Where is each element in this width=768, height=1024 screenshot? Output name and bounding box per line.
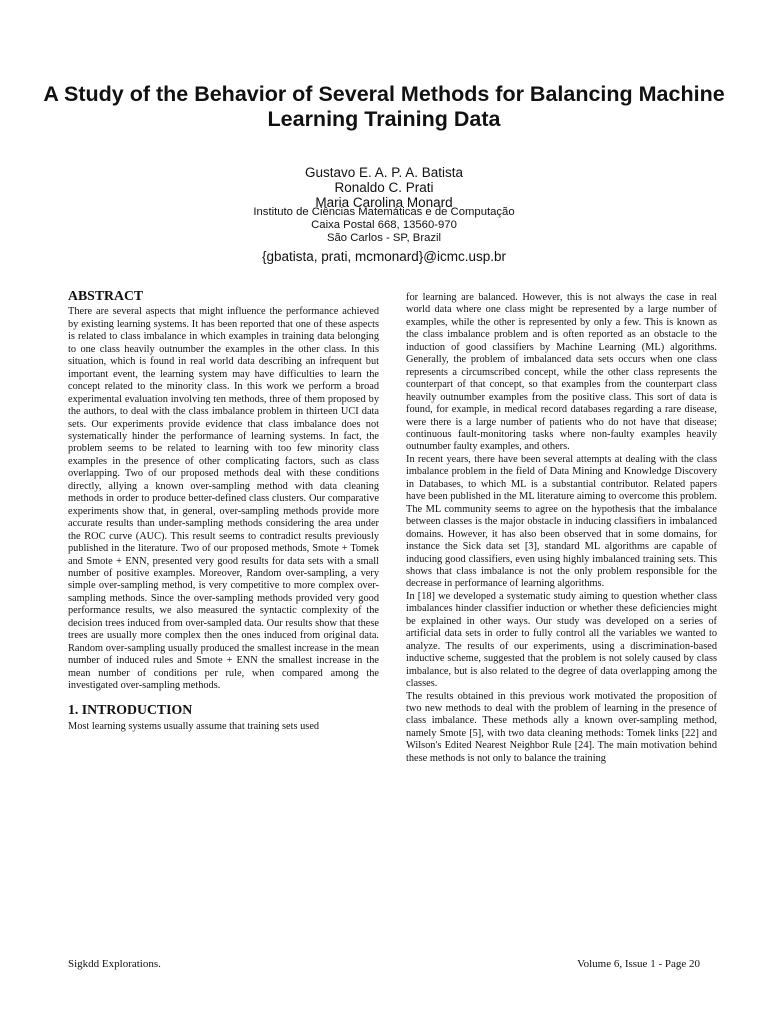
body-paragraph: The results obtained in this previous work motivated the proposition of two new methods to deal with the problem of learning in the presence of class imbalance. These methods ally a known over-sampling method, namely Smote [5], with two data cleaning methods: Tomek links [22] and Wilson's Edited Nearest Neighbor Rule [24]. The main motivation behind these methods is not only to balance the training — [406, 690, 717, 764]
author-emails: {gbatista, prati, mcmonard}@icmc.usp.br — [261, 249, 507, 264]
body-paragraph: for learning are balanced. However, this is not always the case in real world data where one class might be represented by a large number of examples, while the other is represented by only a few. This is known as the class imbalance problem and is often reported as an obstacle to the induction of good classifiers by Machine Learning (ML) algorithms. Generally, the problem of imbalanced data sets occurs when one class represents a circumscribed concept, while the other class represents the counterpart of that concept, so that examples from the counterpart class heavily outnumber examples from the positive class. This sort of data is found, for example, in medical record databases regarding a rare disease, were there is a large number of patients who do not have that disease; continuous fault-monitoring tasks where non-faulty examples heavily outnumber faulty examples, and others. — [406, 292, 717, 453]
affiliation-block — [40, 206, 728, 244]
author-name: Gustavo E. A. P. A. Batista — [304, 165, 464, 180]
abstract-heading: ABSTRACT — [68, 288, 144, 303]
authors-block — [40, 165, 728, 210]
body-paragraph: In recent years, there have been several attempts at dealing with the class imbalance problem in the field of Data Mining and Knowledge Discovery in Databases, to which ML is a substantial contributor. Related papers have been published in the ML literature aiming to overcome this problem. The ML community seems to agree on the hypothesis that the imbalance between classes is the major obstacle in inducing classifiers in imbalanced domains. However, it has also been observed that in some domains, for instance the Sick data set [3], standard ML algorithms are capable of inducing good classifiers, even using highly imbalanced training sets. This shows that class imbalance is not the only problem responsible for the decrease in performance of learning algorithms. — [406, 453, 717, 590]
abstract-text: There are several aspects that might influence the performance achieved by existing learning systems. It has been reported that one of these aspects is related to class imbalance in which examples in training data belonging to one class heavily outnumber the examples in the other class. In this situation, which is found in real world data describing an infrequent but important event, the learning system may have difficulties to learn the concept related to the minority class. In this work we perform a broad experimental evaluation involving ten methods, three of them proposed by the authors, to deal with the class imbalance problem in thirteen UCI data sets. Our experiments provide evidence that class imbalance does not systematically hinder the performance of learning systems. In fact, the problem seems to be related to learning with too few minority class examples in the presence of other complicating factors, such as class overlapping. Two of our proposed methods deal with these conditions directly, allying a known over-sampling method with data cleaning methods in order to produce better-defined class clusters. Our comparative experiments show that, in general, over-sampling methods provide more accurate results than under-sampling methods considering the area under the ROC curve (AUC). This result seems to contradict results previously published in the literature. Two of our proposed methods, Smote + Tomek and Smote + ENN, presented very good results for data sets with a small number of positive examples. Moreover, Random over-sampling, a very simple over-sampling method, is very competitive to more complex over-sampling methods. Since the over-sampling methods provided very good performance results, we also measured the syntactic complexity of the decision trees induced from over-sampled data. Our results show that these trees are usually more complex then the ones induced from original data. Random over-sampling usually produced the smallest increase in the mean number of induced rules and Smote + ENN the smallest increase in the mean number of conditions per rule, when compared among the investigated over-sampling methods. — [68, 306, 379, 692]
affiliation-line: Instituto de Ciências Matemáticas e de Computação — [253, 206, 515, 218]
affiliation-line: Caixa Postal 668, 13560-970 — [311, 218, 457, 231]
paper-title: A Study of the Behavior of Several Methods for Balancing Machine Learning Training Data — [43, 82, 725, 131]
introduction-text: Most learning systems usually assume that training sets used — [68, 720, 320, 732]
introduction-heading: 1. INTRODUCTION — [68, 701, 193, 717]
left-column — [68, 290, 379, 733]
body-paragraph: In [18] we developed a systematic study aiming to question whether class imbalances hinder classifier induction or whether these deficiencies might be explained in other ways. Our study was developed on a series of artificial data sets in order to fully control all the variables we wanted to analyze. The results of our experiments, using a discrimination-based inductive scheme, suggested that the problem is not solely caused by class imbalance, but is also related to the degree of data overlapping among the classes. — [406, 590, 717, 690]
footer-page-info: Volume 6, Issue 1 - Page 20 — [577, 958, 700, 970]
affiliation-line: São Carlos - SP, Brazil — [326, 231, 442, 244]
author-name: Maria Carolina Monard — [315, 195, 453, 210]
author-name: Ronaldo C. Prati — [334, 180, 434, 195]
footer-journal: Sigkdd Explorations. — [68, 958, 161, 970]
right-column — [406, 292, 717, 765]
